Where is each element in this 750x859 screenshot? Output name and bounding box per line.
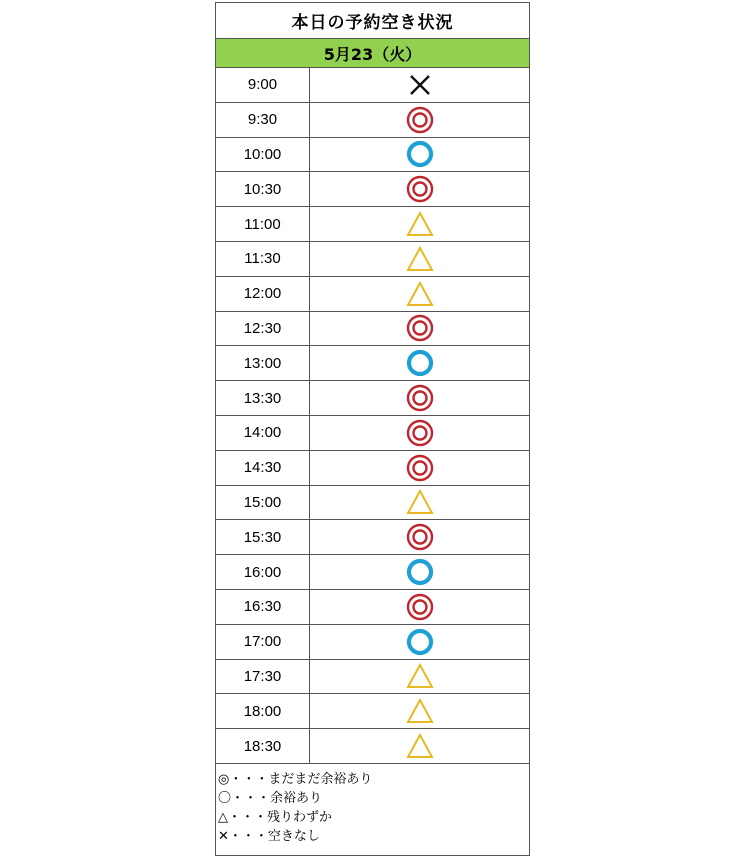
- table-row: [216, 312, 529, 347]
- double-circle-icon: [404, 173, 436, 205]
- date-header: 5月23（火）: [215, 38, 530, 68]
- slot-time: 14:00: [216, 416, 310, 450]
- slot-time: 18:00: [216, 694, 310, 728]
- slot-time: 10:30: [216, 172, 310, 206]
- slot-time: 17:00: [216, 625, 310, 659]
- circle-icon: [404, 347, 436, 379]
- slot-time: 15:30: [216, 520, 310, 554]
- double-circle-icon: [404, 382, 436, 414]
- table-row: [216, 520, 529, 555]
- circle-icon: [404, 626, 436, 658]
- legend-circle: 〇・・・余裕あり: [218, 790, 323, 806]
- table-row: [216, 660, 529, 695]
- legend-double-circle: ◎・・・まだまだ余裕あり: [218, 771, 373, 787]
- slot-status: [310, 312, 529, 346]
- slot-status: [310, 660, 529, 694]
- triangle-icon: [404, 660, 436, 692]
- table-row: [216, 486, 529, 521]
- double-circle-icon: [404, 417, 436, 449]
- slot-status: [310, 346, 529, 380]
- table-row: [216, 416, 529, 451]
- slot-time: 11:30: [216, 242, 310, 276]
- availability-sheet: [215, 2, 530, 856]
- table-row: [216, 729, 529, 764]
- table-row: [216, 207, 529, 242]
- slot-status: [310, 590, 529, 624]
- slot-status: [310, 486, 529, 520]
- slot-time: 9:00: [216, 68, 310, 102]
- double-circle-icon: [404, 591, 436, 623]
- double-circle-icon: [404, 104, 436, 136]
- slot-status: [310, 68, 529, 102]
- slot-time: 14:30: [216, 451, 310, 485]
- legend: [215, 764, 530, 856]
- slot-time: 15:00: [216, 486, 310, 520]
- slot-status: [310, 207, 529, 241]
- slot-status: [310, 555, 529, 589]
- table-row: [216, 346, 529, 381]
- slot-status: [310, 242, 529, 276]
- table-row: [216, 68, 529, 103]
- slot-time: 17:30: [216, 660, 310, 694]
- slot-time: 16:00: [216, 555, 310, 589]
- slot-time: 13:30: [216, 381, 310, 415]
- legend-cross: ✕・・・空きなし: [218, 828, 320, 844]
- slot-status: [310, 451, 529, 485]
- triangle-icon: [404, 486, 436, 518]
- slot-status: [310, 416, 529, 450]
- slot-status: [310, 694, 529, 728]
- cross-icon: [404, 69, 436, 101]
- slot-time: 18:30: [216, 729, 310, 763]
- table-row: [216, 381, 529, 416]
- table-row: [216, 555, 529, 590]
- slot-status: [310, 138, 529, 172]
- triangle-icon: [404, 695, 436, 727]
- double-circle-icon: [404, 452, 436, 484]
- slot-time: 12:00: [216, 277, 310, 311]
- slot-status: [310, 172, 529, 206]
- legend-triangle: △・・・残りわずか: [218, 809, 332, 825]
- double-circle-icon: [404, 521, 436, 553]
- slot-status: [310, 381, 529, 415]
- triangle-icon: [404, 243, 436, 275]
- table-row: [216, 451, 529, 486]
- circle-icon: [404, 138, 436, 170]
- circle-icon: [404, 556, 436, 588]
- page-title: 本日の予約空き状況: [215, 2, 530, 38]
- double-circle-icon: [404, 312, 436, 344]
- table-row: [216, 625, 529, 660]
- table-row: [216, 277, 529, 312]
- slot-time: 11:00: [216, 207, 310, 241]
- table-row: [216, 242, 529, 277]
- triangle-icon: [404, 208, 436, 240]
- table-row: [216, 103, 529, 138]
- slot-status: [310, 103, 529, 137]
- triangle-icon: [404, 278, 436, 310]
- slot-status: [310, 520, 529, 554]
- table-row: [216, 172, 529, 207]
- slot-table: [215, 68, 530, 764]
- table-row: [216, 138, 529, 173]
- slot-time: 13:00: [216, 346, 310, 380]
- table-row: [216, 590, 529, 625]
- triangle-icon: [404, 730, 436, 762]
- slot-status: [310, 625, 529, 659]
- slot-time: 16:30: [216, 590, 310, 624]
- slot-time: 12:30: [216, 312, 310, 346]
- slot-status: [310, 729, 529, 763]
- table-row: [216, 694, 529, 729]
- slot-status: [310, 277, 529, 311]
- slot-time: 10:00: [216, 138, 310, 172]
- slot-time: 9:30: [216, 103, 310, 137]
